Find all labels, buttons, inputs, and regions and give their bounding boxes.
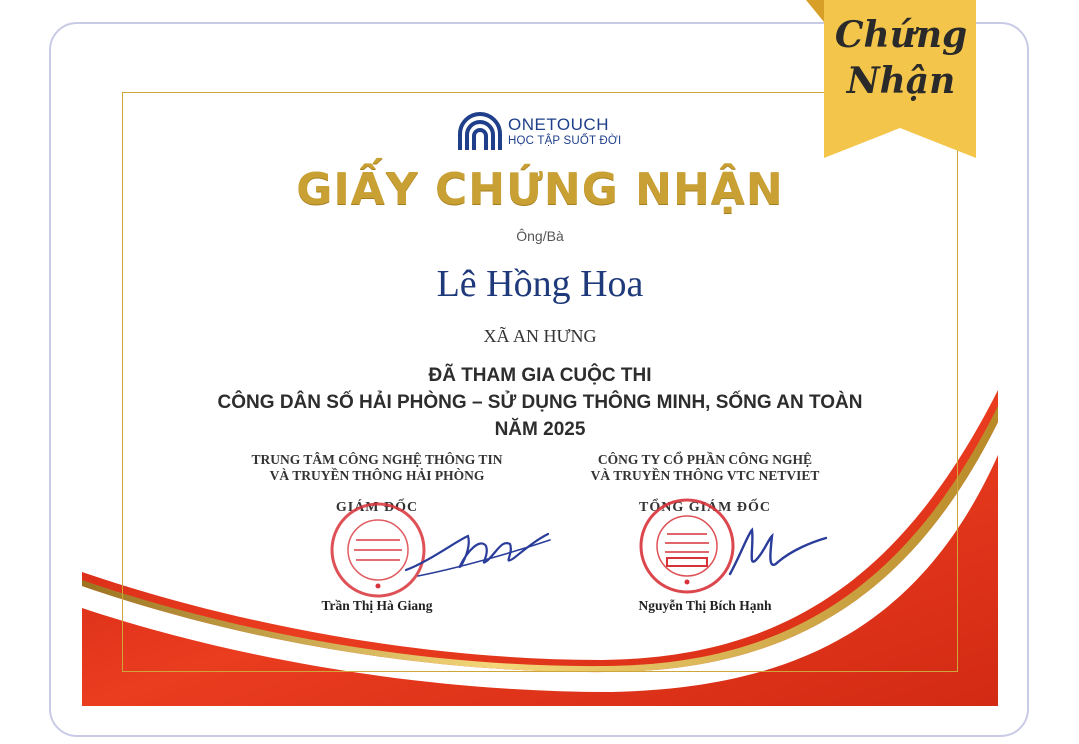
- issuer-role: TỔNG GIÁM ĐỐC: [639, 500, 771, 515]
- badge-text: [826, 12, 976, 104]
- signature-right: [722, 516, 832, 586]
- logo-slogan: HỌC TẬP SUỐT ĐỜI: [508, 135, 622, 148]
- signer-name-left: Trần Thị Hà Giang: [321, 598, 433, 613]
- issuer-org-line: TRUNG TÂM CÔNG NGHỆ THÔNG TIN: [251, 452, 503, 467]
- issuer-org-line: CÔNG TY CỔ PHẦN CÔNG NGHỆ: [597, 452, 813, 467]
- achievement-line: ĐÃ THAM GIA CUỘC THI: [428, 365, 652, 386]
- arch-logo-icon: [456, 112, 504, 152]
- signer-name-right: Nguyễn Thị Bích Hạnh: [638, 598, 772, 613]
- achievement-line: NĂM 2025: [494, 419, 586, 440]
- recipient-name: Lê Hồng Hoa: [436, 263, 644, 305]
- issuer-role: GIÁM ĐỐC: [335, 500, 419, 515]
- certificate-title: GIẤY CHỨNG NHẬN: [296, 164, 784, 215]
- badge-line: Nhận: [846, 60, 956, 102]
- achievement-line: CÔNG DÂN SỐ HẢI PHÒNG – SỬ DỤNG THÔNG MINH, SỐNG AN TOÀN: [217, 392, 863, 413]
- logo-brand: ONETOUCH: [508, 115, 609, 135]
- recipient-location: XÃ AN HƯNG: [483, 326, 597, 346]
- signature-left: [398, 510, 558, 590]
- issuer-org-line: VÀ TRUYỀN THÔNG HẢI PHÒNG: [269, 468, 485, 483]
- logo-text: [508, 116, 621, 148]
- salutation: Ông/Bà: [516, 228, 564, 244]
- issuer-org-line: VÀ TRUYỀN THÔNG VTC NETVIET: [590, 468, 820, 483]
- onetouch-logo: [456, 110, 656, 154]
- achievement-text: [82, 362, 998, 443]
- badge-line: Chứng: [834, 14, 968, 56]
